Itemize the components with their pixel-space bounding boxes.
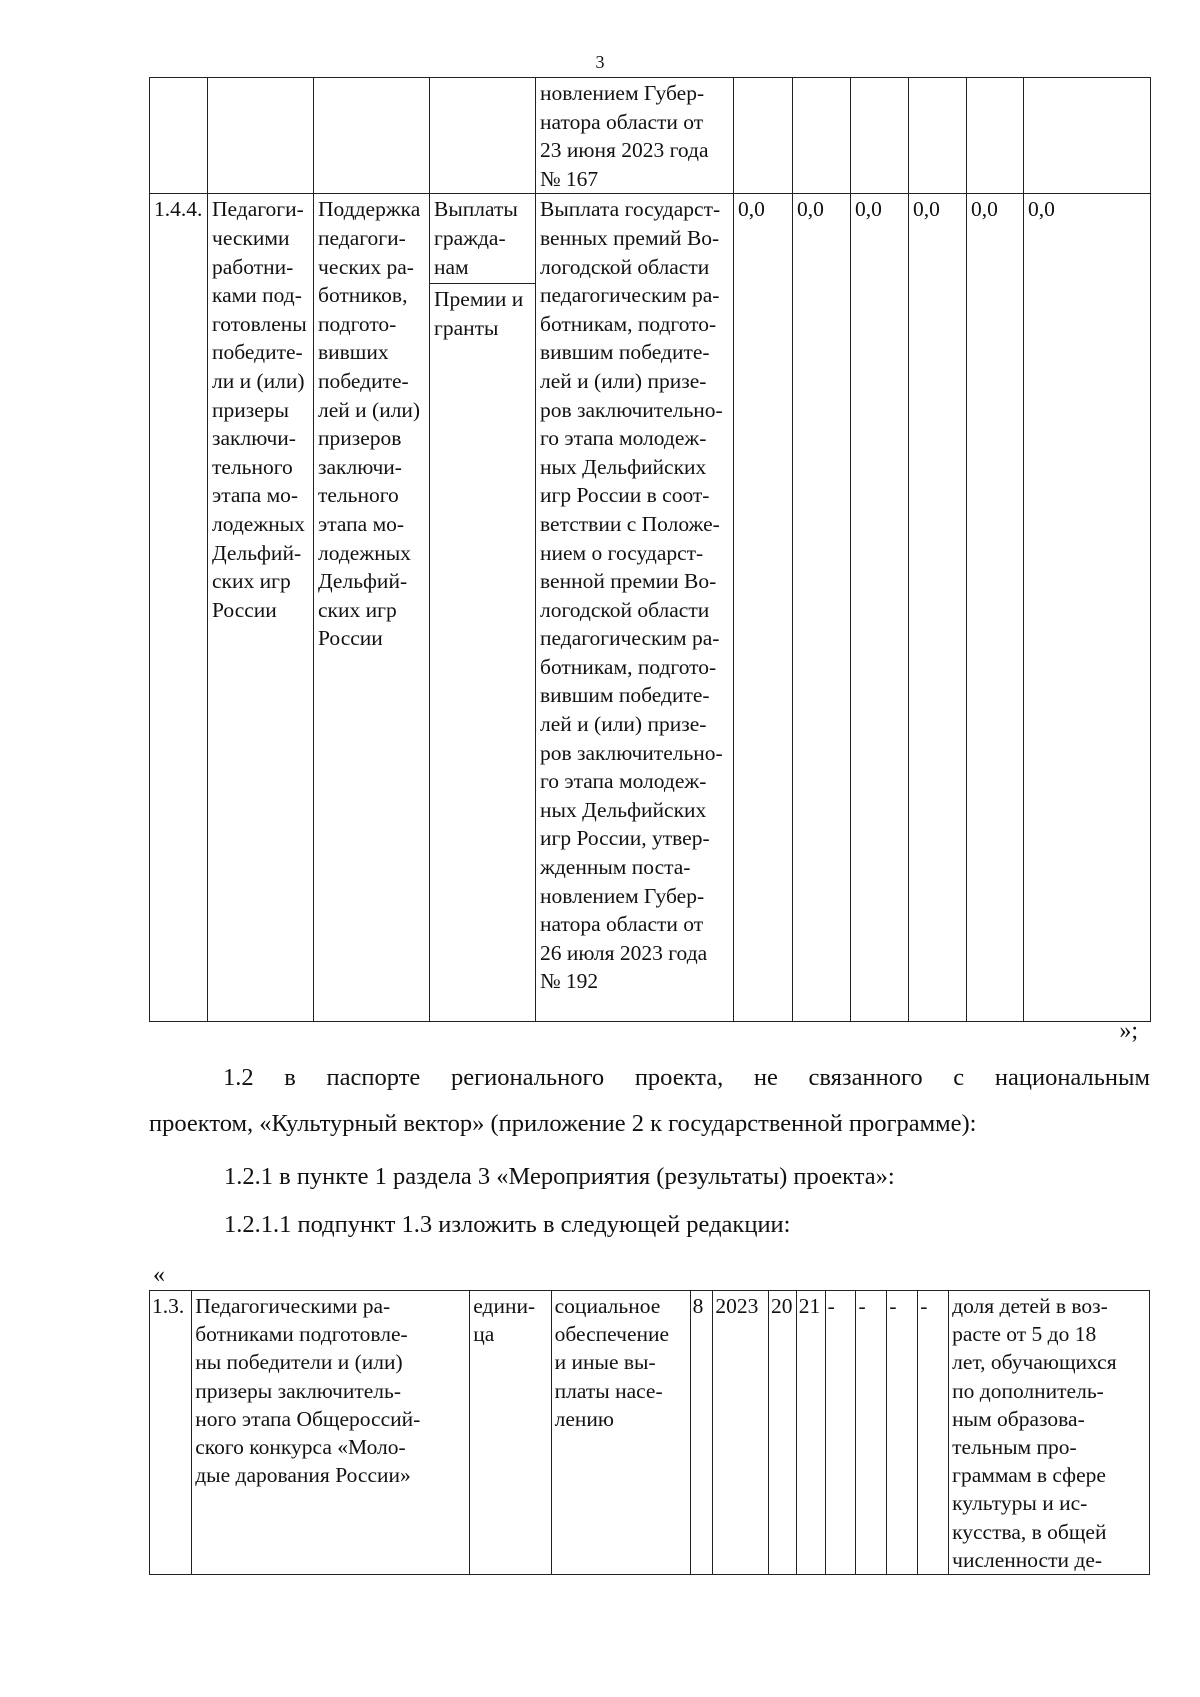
base-year-cell: 2023	[713, 1291, 769, 1575]
paragraph-1-2-1-1: 1.2.1.1 подпункт 1.3 изложить в следующей редакции:	[224, 1211, 791, 1238]
paragraph-line: 1.2 в паспорте регионального проекта, не связанного с национальным	[223, 1064, 1150, 1091]
table-cell	[208, 78, 314, 194]
project-activity-table	[149, 1290, 1150, 1575]
type-cell	[430, 194, 536, 1022]
result-cell: Педагоги- ческими работни- ками под- готовлены победите- ли и (или) призеры заключи- тельного этапа мо- лодежных Дельфий- ских игр России	[208, 194, 314, 1022]
year-cell: 20	[768, 1291, 796, 1575]
paragraph-line: проектом, «Культурный вектор» (приложение 2 к государственной программе):	[149, 1110, 977, 1137]
event-cell: Поддержка педагоги- ческих ра- ботников, подгото- вивших победите- лей и (или) призеров заключи- тельного этапа мо- лодежных Дельфий- ских игр России	[314, 194, 430, 1022]
opening-quote: «	[153, 1262, 165, 1288]
table-cell	[1024, 78, 1151, 194]
value-cell: 0,0	[793, 194, 851, 1022]
funding-table	[149, 77, 1151, 1022]
table-row	[150, 194, 1151, 1022]
table-cell	[793, 78, 851, 194]
type-bottom: Премии и гранты	[434, 287, 524, 340]
row-number: 1.3.	[150, 1291, 192, 1575]
description-cell: новлением Губер- натора области от 23 июня 2023 года № 167	[536, 78, 734, 194]
table-cell	[314, 78, 430, 194]
value-cell: 0,0	[734, 194, 793, 1022]
table-cell	[967, 78, 1024, 194]
table-cell	[909, 78, 967, 194]
unit-cell: едини- ца	[470, 1291, 551, 1575]
result-name-cell: Педагогическими ра- ботниками подготовле- ны победители и (или) призеры заключитель- ного этапа Общероссий- ского конкурса «Моло- дые дарования России»	[192, 1291, 470, 1575]
paragraph-1-2-1: 1.2.1 в пункте 1 раздела 3 «Мероприятия (результаты) проекта»:	[224, 1163, 895, 1190]
dash-cell: -	[825, 1291, 856, 1575]
table-cell	[430, 78, 536, 194]
table-cell	[734, 78, 793, 194]
year-cell: 21	[796, 1291, 825, 1575]
type-top: Выплаты гражда- нам	[430, 194, 535, 284]
row-number: 1.4.4.	[150, 194, 208, 1022]
value-cell: 0,0	[967, 194, 1024, 1022]
description-cell: Выплата государст- венных премий Во- логодской области педагогическим ра- ботникам, подгото- вившим победите- лей и (или) призе- ров заключительно- го этапа молодеж- ных Дельфийских игр России в соот- ветствии с Положе- нием о государст- венной премии Во- логодской области педагогическим ра- ботникам, подгото- вившим победите- лей и (или) призе- ров заключительно- го этапа молодеж- ных Дельфийских игр России, утвер- жденным поста- новлением Губер- натора области от 26 июля 2023 года № 192	[536, 194, 734, 1022]
dash-cell: -	[856, 1291, 887, 1575]
type-cell: социальное обеспечение и иные вы- платы насе- лению	[551, 1291, 690, 1575]
value-cell: 0,0	[851, 194, 909, 1022]
indicator-cell: доля детей в воз- расте от 5 до 18 лет, обучающихся по дополнитель- ным образова- тельным про- граммам в сфере культуры и ис- кусства, в общей численности де-	[949, 1291, 1150, 1575]
table-row	[150, 78, 1151, 194]
table-cell	[851, 78, 909, 194]
value-cell: 0,0	[909, 194, 967, 1022]
paragraph-1-2	[149, 1063, 1150, 1139]
dash-cell: -	[887, 1291, 918, 1575]
table-cell	[150, 78, 208, 194]
table-row	[150, 1291, 1150, 1575]
page-number: 3	[595, 52, 605, 72]
dash-cell: -	[918, 1291, 949, 1575]
value-cell: 0,0	[1024, 194, 1151, 1022]
closing-quote: »;	[1119, 1018, 1138, 1044]
base-value-cell: 8	[690, 1291, 713, 1575]
